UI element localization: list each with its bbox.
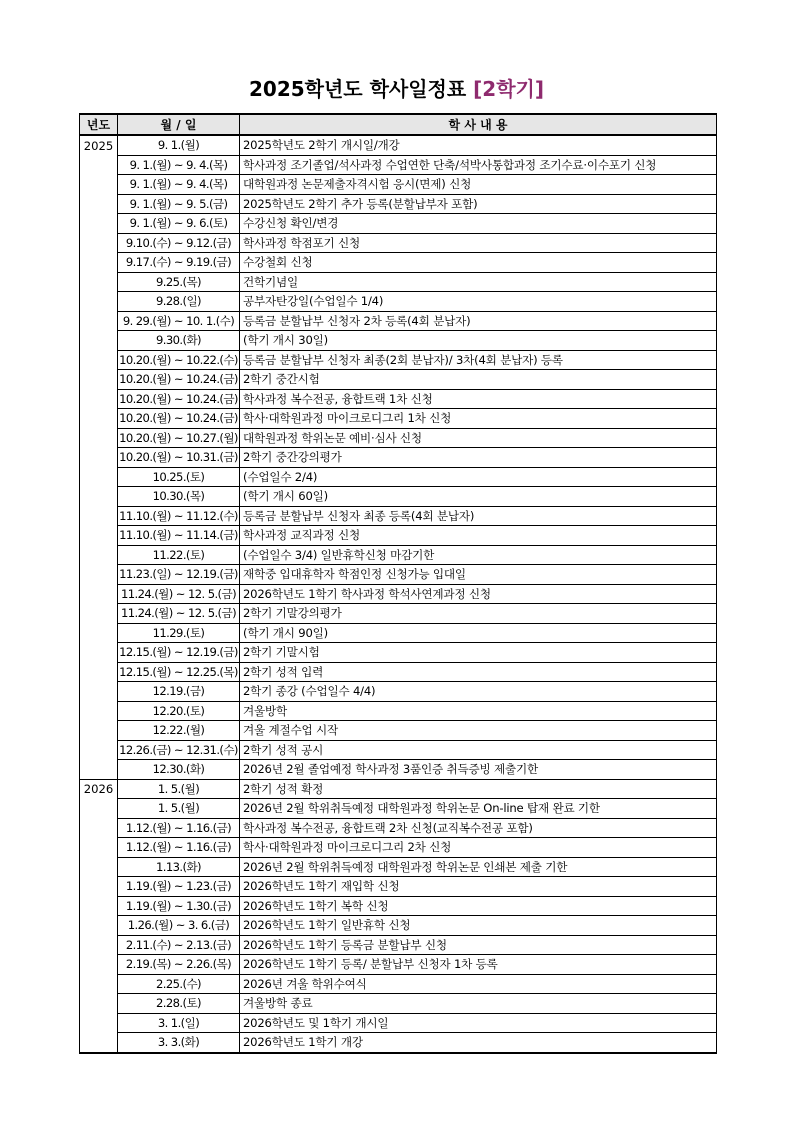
row-date: 1. 5.(월) (118, 799, 240, 819)
row-date: 12.30.(화) (118, 760, 240, 780)
header-year: 년도 (80, 114, 118, 135)
row-content: 2025학년도 2학기 개시일/개강 (240, 135, 717, 155)
row-date: 3. 1.(일) (118, 1013, 240, 1033)
page-title (0, 76, 793, 102)
row-content: 재학중 입대휴학자 학점인정 신청가능 입대일 (240, 565, 717, 585)
table-row (80, 1033, 717, 1053)
table-row (80, 955, 717, 975)
row-date: 1.19.(월) ~ 1.23.(금) (118, 877, 240, 897)
row-year (80, 643, 118, 663)
row-date: 10.20.(월) ~ 10.22.(수) (118, 350, 240, 370)
row-content: 2026학년도 1학기 등록/ 분할납부 신청자 1차 등록 (240, 955, 717, 975)
row-date: 11.10.(월) ~ 11.12.(수) (118, 506, 240, 526)
table-row (80, 623, 717, 643)
row-date: 11.29.(토) (118, 623, 240, 643)
title-semester: [2학기] (473, 77, 544, 101)
row-date: 10.25.(토) (118, 467, 240, 487)
row-year (80, 214, 118, 234)
row-date: 9. 1.(월) ~ 9. 4.(목) (118, 175, 240, 195)
row-content: 대학원과정 학위논문 예비·심사 신청 (240, 428, 717, 448)
row-year (80, 1033, 118, 1053)
table-row (80, 994, 717, 1014)
table-row (80, 331, 717, 351)
row-content: 겨울방학 (240, 701, 717, 721)
row-year (80, 233, 118, 253)
row-date: 3. 3.(화) (118, 1033, 240, 1053)
header-date: 월 / 일 (118, 114, 240, 135)
row-content: 학사·대학원과정 마이크로디그리 1차 신청 (240, 409, 717, 429)
table-header-row (80, 114, 717, 135)
row-year (80, 506, 118, 526)
row-content: (학기 개시 30일) (240, 331, 717, 351)
row-content: 학사과정 조기졸업/석사과정 수업연한 단축/석박사통합과정 조기수료·이수포기 신청 (240, 155, 717, 175)
row-date: 1.12.(월) ~ 1.16.(금) (118, 818, 240, 838)
row-date: 1.13.(화) (118, 857, 240, 877)
row-date: 9. 1.(월) ~ 9. 6.(토) (118, 214, 240, 234)
row-content: 수강철회 신청 (240, 253, 717, 273)
row-year: 2025 (80, 135, 118, 155)
row-year (80, 701, 118, 721)
table-body (80, 135, 717, 1053)
table-row (80, 194, 717, 214)
row-date: 11.22.(토) (118, 545, 240, 565)
row-date: 11.23.(일) ~ 12.19.(금) (118, 565, 240, 585)
row-date: 9.25.(목) (118, 272, 240, 292)
table-row (80, 779, 717, 799)
row-date: 9.28.(일) (118, 292, 240, 312)
row-year (80, 175, 118, 195)
row-date: 10.20.(월) ~ 10.27.(월) (118, 428, 240, 448)
row-content: (학기 개시 60일) (240, 487, 717, 507)
table-row (80, 506, 717, 526)
table-row (80, 1013, 717, 1033)
row-content: 학사과정 교직과정 신청 (240, 526, 717, 546)
row-date: 9. 1.(월) ~ 9. 5.(금) (118, 194, 240, 214)
table-row (80, 721, 717, 741)
row-date: 11.24.(월) ~ 12. 5.(금) (118, 584, 240, 604)
row-content: 2학기 성적 공시 (240, 740, 717, 760)
table-row (80, 135, 717, 155)
row-date: 12.22.(월) (118, 721, 240, 741)
table-row (80, 740, 717, 760)
table-row (80, 292, 717, 312)
row-content: 2학기 중간시험 (240, 370, 717, 390)
row-date: 10.30.(목) (118, 487, 240, 507)
row-year (80, 350, 118, 370)
row-year (80, 877, 118, 897)
row-year (80, 604, 118, 624)
row-content: 학사과정 학점포기 신청 (240, 233, 717, 253)
table-row (80, 487, 717, 507)
row-year (80, 916, 118, 936)
row-year (80, 994, 118, 1014)
row-content: 2학기 기말시험 (240, 643, 717, 663)
table-row (80, 838, 717, 858)
row-year (80, 253, 118, 273)
table-row (80, 818, 717, 838)
table-row (80, 877, 717, 897)
row-content: 겨울 계절수업 시작 (240, 721, 717, 741)
table-row (80, 857, 717, 877)
title-main: 2025학년도 학사일정표 (249, 77, 467, 101)
table-row (80, 409, 717, 429)
row-year (80, 331, 118, 351)
row-year (80, 311, 118, 331)
table-row (80, 682, 717, 702)
row-content: 2025학년도 2학기 추가 등록(분할납부자 포함) (240, 194, 717, 214)
row-date: 11.10.(월) ~ 11.14.(금) (118, 526, 240, 546)
table-row (80, 604, 717, 624)
row-year (80, 272, 118, 292)
row-date: 2.25.(수) (118, 974, 240, 994)
table-row (80, 545, 717, 565)
row-content: 공부자탄강일(수업일수 1/4) (240, 292, 717, 312)
row-content: 2026학년도 1학기 학사과정 학석사연계과정 신청 (240, 584, 717, 604)
row-year (80, 389, 118, 409)
row-year (80, 857, 118, 877)
row-date: 12.15.(월) ~ 12.19.(금) (118, 643, 240, 663)
table-row (80, 974, 717, 994)
row-date: 12.15.(월) ~ 12.25.(목) (118, 662, 240, 682)
table-row (80, 311, 717, 331)
row-content: 2026년 겨울 학위수여식 (240, 974, 717, 994)
row-content: 등록금 분할납부 신청자 2차 등록(4회 분납자) (240, 311, 717, 331)
row-year (80, 896, 118, 916)
row-content: 2026년 2월 학위취득예정 대학원과정 학위논문 On-line 탑재 완료 기한 (240, 799, 717, 819)
row-year (80, 935, 118, 955)
row-content: 학사·대학원과정 마이크로디그리 2차 신청 (240, 838, 717, 858)
row-date: 12.19.(금) (118, 682, 240, 702)
row-content: 2026학년도 1학기 일반휴학 신청 (240, 916, 717, 936)
row-content: (수업일수 3/4) 일반휴학신청 마감기한 (240, 545, 717, 565)
row-year (80, 662, 118, 682)
table-row (80, 448, 717, 468)
table-row (80, 370, 717, 390)
row-content: 2학기 성적 입력 (240, 662, 717, 682)
row-date: 2.11.(수) ~ 2.13.(금) (118, 935, 240, 955)
table-row (80, 701, 717, 721)
row-date: 9.17.(수) ~ 9.19.(금) (118, 253, 240, 273)
row-date: 12.26.(금) ~ 12.31.(수) (118, 740, 240, 760)
table-row (80, 233, 717, 253)
row-content: 2학기 종강 (수업일수 4/4) (240, 682, 717, 702)
table-row (80, 253, 717, 273)
row-year: 2026 (80, 779, 118, 799)
row-date: 10.20.(월) ~ 10.24.(금) (118, 389, 240, 409)
row-year (80, 487, 118, 507)
table-row (80, 896, 717, 916)
table-row (80, 916, 717, 936)
table-row (80, 760, 717, 780)
table-row (80, 214, 717, 234)
table-row (80, 467, 717, 487)
row-content: 2026학년도 1학기 등록금 분할납부 신청 (240, 935, 717, 955)
row-content: 2026년 2월 학위취득예정 대학원과정 학위논문 인쇄본 제출 기한 (240, 857, 717, 877)
row-content: 2학기 중간강의평가 (240, 448, 717, 468)
row-date: 9.30.(화) (118, 331, 240, 351)
table-row (80, 584, 717, 604)
row-content: (수업일수 2/4) (240, 467, 717, 487)
row-date: 1.26.(월) ~ 3. 6.(금) (118, 916, 240, 936)
row-content: 2026년 2월 졸업예정 학사과정 3품인증 취득증빙 제출기한 (240, 760, 717, 780)
row-content: 2학기 기말강의평가 (240, 604, 717, 624)
row-year (80, 974, 118, 994)
row-year (80, 409, 118, 429)
row-content: 대학원과정 논문제출자격시험 응시(면제) 신청 (240, 175, 717, 195)
row-content: (학기 개시 90일) (240, 623, 717, 643)
row-date: 9.10.(수) ~ 9.12.(금) (118, 233, 240, 253)
row-content: 겨울방학 종료 (240, 994, 717, 1014)
row-year (80, 292, 118, 312)
row-content: 수강신청 확인/변경 (240, 214, 717, 234)
row-content: 2026학년도 1학기 개강 (240, 1033, 717, 1053)
row-date: 9. 1.(월) ~ 9. 4.(목) (118, 155, 240, 175)
row-year (80, 955, 118, 975)
table-row (80, 799, 717, 819)
row-year (80, 682, 118, 702)
row-content: 2026학년도 1학기 재입학 신청 (240, 877, 717, 897)
table-row (80, 565, 717, 585)
table-row (80, 428, 717, 448)
row-year (80, 155, 118, 175)
row-year (80, 448, 118, 468)
row-content: 2026학년도 1학기 복학 신청 (240, 896, 717, 916)
row-year (80, 526, 118, 546)
academic-calendar-table (79, 113, 717, 1054)
row-year (80, 623, 118, 643)
row-content: 학사과정 복수전공, 융합트랙 2차 신청(교직복수전공 포함) (240, 818, 717, 838)
row-content: 2026학년도 및 1학기 개시일 (240, 1013, 717, 1033)
row-date: 2.28.(토) (118, 994, 240, 1014)
row-content: 학사과정 복수전공, 융합트랙 1차 신청 (240, 389, 717, 409)
row-year (80, 721, 118, 741)
row-year (80, 799, 118, 819)
row-year (80, 740, 118, 760)
row-year (80, 467, 118, 487)
table-row (80, 175, 717, 195)
table-row (80, 643, 717, 663)
row-date: 2.19.(목) ~ 2.26.(목) (118, 955, 240, 975)
table-row (80, 389, 717, 409)
row-year (80, 428, 118, 448)
row-date: 10.20.(월) ~ 10.31.(금) (118, 448, 240, 468)
row-date: 10.20.(월) ~ 10.24.(금) (118, 370, 240, 390)
row-year (80, 584, 118, 604)
table-row (80, 272, 717, 292)
row-content: 건학기념일 (240, 272, 717, 292)
row-date: 9. 29.(월) ~ 10. 1.(수) (118, 311, 240, 331)
row-content: 2학기 성적 확정 (240, 779, 717, 799)
row-date: 1. 5.(월) (118, 779, 240, 799)
row-year (80, 565, 118, 585)
row-year (80, 838, 118, 858)
table-row (80, 155, 717, 175)
header-content: 학 사 내 용 (240, 114, 717, 135)
table-row (80, 935, 717, 955)
table-row (80, 350, 717, 370)
row-date: 12.20.(토) (118, 701, 240, 721)
row-content: 등록금 분할납부 신청자 최종(2회 분납자)/ 3차(4회 분납자) 등록 (240, 350, 717, 370)
table-row (80, 526, 717, 546)
row-year (80, 370, 118, 390)
row-date: 1.12.(월) ~ 1.16.(금) (118, 838, 240, 858)
row-date: 9. 1.(월) (118, 135, 240, 155)
row-year (80, 818, 118, 838)
row-year (80, 545, 118, 565)
row-date: 10.20.(월) ~ 10.24.(금) (118, 409, 240, 429)
row-year (80, 1013, 118, 1033)
row-date: 1.19.(월) ~ 1.30.(금) (118, 896, 240, 916)
row-year (80, 194, 118, 214)
row-date: 11.24.(월) ~ 12. 5.(금) (118, 604, 240, 624)
table-row (80, 662, 717, 682)
row-year (80, 760, 118, 780)
row-content: 등록금 분할납부 신청자 최종 등록(4회 분납자) (240, 506, 717, 526)
